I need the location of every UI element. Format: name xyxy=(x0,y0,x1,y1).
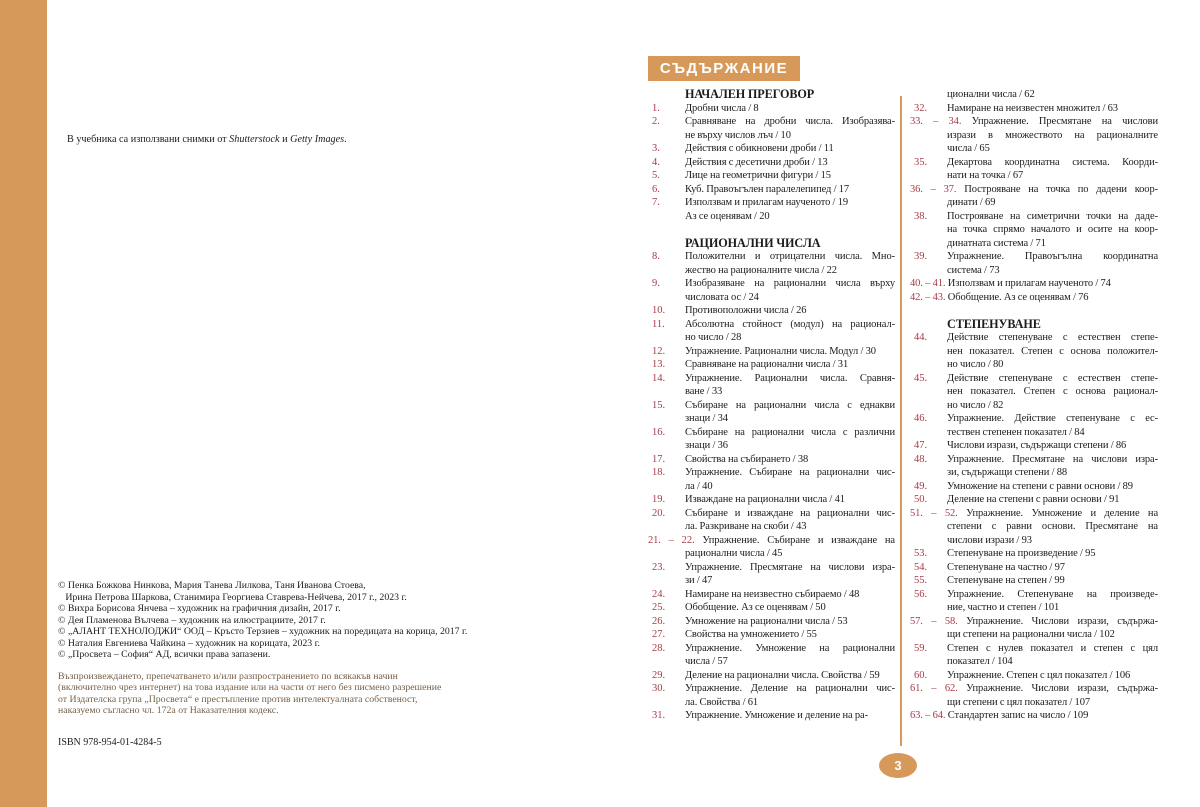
toc-entry-line: Деление на степени с равни основи / 91 xyxy=(947,494,1120,505)
toc-entry-line: числа / 65 xyxy=(947,143,990,154)
toc-entry-line: Намиране на неизвестно събираемо / 48 xyxy=(685,588,860,600)
toc-entry xyxy=(648,156,895,170)
toc-entry-number: 45. xyxy=(914,372,928,384)
toc-entry-text xyxy=(685,169,895,183)
toc-entry xyxy=(910,183,1158,210)
toc-entry xyxy=(910,277,1158,291)
toc-entry-line: нен показател. Степен с основа положител- xyxy=(947,345,1158,357)
toc-entry-line: Степен с нулев показател и степен с цял xyxy=(947,642,1158,654)
toc-entry xyxy=(648,534,895,561)
toc-entry-line: Упражнение. Правоъгълна координатна xyxy=(947,251,1158,262)
toc-entry xyxy=(648,345,895,359)
toc-entry-number: 47. xyxy=(914,440,928,451)
toc-entry xyxy=(910,507,1158,548)
toc-entry-text xyxy=(685,358,895,372)
toc-entry xyxy=(910,547,1158,561)
toc-entry-line: но число / 80 xyxy=(947,359,1004,370)
toc-entry-number: 33. – 34. xyxy=(910,116,972,127)
toc-entry-number: 9. xyxy=(652,278,660,289)
toc-entry-line: Упражнение. Пресмятане на числови изра- xyxy=(685,561,895,573)
toc-entry xyxy=(648,318,895,345)
toc-entry-line: 61. – 62. Упражнение. Числови изрази, съдържа- xyxy=(910,683,1158,694)
toc-entry-line: но число / 82 xyxy=(947,399,1004,411)
toc-entry-number: 2. xyxy=(652,116,660,127)
toc-entry-line: рационални числа / 45 xyxy=(685,548,783,559)
toc-entry xyxy=(910,331,1158,372)
toc-entry-text xyxy=(685,142,895,156)
toc-entry-line: зи / 47 xyxy=(685,575,713,586)
toc-entry-text xyxy=(685,399,895,426)
toc-entry-line: динати / 69 xyxy=(947,197,996,208)
toc-entry-line: жество на рационалните числа / 22 xyxy=(685,264,837,276)
toc-entry-number: 48. xyxy=(914,453,928,465)
toc-entry-line: Изобразяване на рационални числа върху xyxy=(685,278,895,289)
toc-entry-number: 36. – 37. xyxy=(910,183,965,195)
toc-entry-line: Сравняване на дробни числа. Изобразява- xyxy=(685,116,895,127)
toc-entry-text xyxy=(685,642,895,669)
toc-entry-number: 50. xyxy=(914,494,928,505)
toc-entry xyxy=(648,426,895,453)
toc-entry-line: знаци / 34 xyxy=(685,413,728,424)
toc-entry-line: Упражнение. Деление на рационални чис- xyxy=(685,683,895,694)
toc-entry-line: Положителни и отрицателни числа. Мно- xyxy=(685,251,895,262)
toc-entry-number: 6. xyxy=(652,183,660,195)
toc-entry-line: 63. – 64. Стандартен запис на число / 109 xyxy=(910,710,1089,721)
toc-entry-line: Умножение на степени с равни основи / 89 xyxy=(947,480,1133,492)
toc-entry-line: зи, съдържащи степени / 88 xyxy=(947,467,1068,478)
toc-entry-line: Изваждане на рационални числа / 41 xyxy=(685,494,845,505)
toc-entry-number: 59. xyxy=(914,642,928,654)
toc-entry-line: 42. – 43. Обобщение. Аз се оценявам / 76 xyxy=(910,291,1089,303)
toc-entry-number: 61. – 62. xyxy=(910,683,967,694)
toc-section-heading xyxy=(648,88,895,102)
credit-text: В учебника са използвани снимки от xyxy=(67,134,230,145)
toc-entry-line: Упражнение. Умножение и деление на ра- xyxy=(685,710,868,721)
toc-entry xyxy=(648,628,895,642)
toc-entry xyxy=(648,682,895,709)
toc-entry-line: 36. – 37. Построяване на точка по дадени коор- xyxy=(910,183,1159,195)
toc-entry-text xyxy=(685,318,895,345)
toc-entry-line: 51. – 52. Упражнение. Умножение и деление на xyxy=(910,507,1158,519)
text-line: Възпроизвеждането, препечатването и/или разпространението по всякакъв начин xyxy=(58,671,398,682)
toc-entry-line: СТЕПЕНУВАНЕ xyxy=(947,316,1041,331)
toc-entry-text xyxy=(910,682,1158,709)
toc-entry-number: 19. xyxy=(652,494,666,505)
toc-entry xyxy=(648,642,895,669)
toc-entry-line: Декартова координатна система. Коорди- xyxy=(947,156,1158,168)
toc-entry-number: 57. – 58. xyxy=(910,615,967,627)
toc-entry-text xyxy=(947,480,1158,494)
toc-entry-line: Упражнение. Рационални числа. Модул / 30 xyxy=(685,345,876,357)
toc-entry-text xyxy=(910,709,1158,723)
toc-entry-text xyxy=(947,669,1158,683)
toc-entry-text xyxy=(947,331,1158,372)
toc-entry-text xyxy=(910,615,1158,642)
toc-entry-number: 14. xyxy=(652,372,666,384)
toc-entry xyxy=(648,358,895,372)
toc-entry xyxy=(910,250,1158,277)
toc-entry-text xyxy=(685,156,895,170)
page-number-badge: 3 xyxy=(879,753,917,778)
toc-entry-line: Упражнение. Степенуване на произведе- xyxy=(947,588,1158,600)
toc-entry-text xyxy=(685,426,895,453)
toc-entry xyxy=(648,250,895,277)
toc-entry-line: не върху числов лъч / 10 xyxy=(685,129,791,141)
toc-entry-text xyxy=(947,453,1158,480)
toc-entry-line: Събиране и изваждане на рационални чис- xyxy=(685,507,895,519)
toc-entry-line: ла / 40 xyxy=(685,480,713,492)
text-line: © Пенка Божкова Нинкова, Мария Танева Лилкова, Таня Иванова Стоева, xyxy=(58,580,366,591)
toc-entry xyxy=(648,210,895,224)
credit-source-shutterstock: Shutterstock xyxy=(229,134,280,145)
toc-entry xyxy=(648,142,895,156)
toc-entry-number: 38. xyxy=(914,210,928,222)
toc-entry xyxy=(910,480,1158,494)
toc-entry-text xyxy=(685,466,895,493)
toc-entry-text xyxy=(947,493,1158,507)
toc-entry xyxy=(648,466,895,493)
toc-entry-line: Противоположни числа / 26 xyxy=(685,305,807,316)
toc-entry-line: Обобщение. Аз се оценявам / 50 xyxy=(685,602,826,613)
toc-entry-text xyxy=(947,88,1158,102)
toc-entry-line: числовата ос / 24 xyxy=(685,291,759,303)
legal-warning-block xyxy=(58,671,441,717)
toc-entry-line: Упражнение. Степен с цял показател / 106 xyxy=(947,669,1131,681)
toc-entry-line: динатната система / 71 xyxy=(947,237,1046,249)
toc-entry-number: 35. xyxy=(914,156,928,168)
toc-entry xyxy=(910,669,1158,683)
toc-entry xyxy=(910,709,1158,723)
toc-entry xyxy=(648,277,895,304)
toc-entry-line: ла. Свойства / 61 xyxy=(685,696,759,708)
toc-entry-number: 7. xyxy=(652,197,660,208)
toc-entry-text xyxy=(685,115,895,142)
toc-entry xyxy=(648,601,895,615)
toc-entry-line: тествен степенен показател / 84 xyxy=(947,426,1085,438)
toc-entry-number: 23. xyxy=(652,561,666,573)
toc-entry-number: 30. xyxy=(652,683,666,694)
text-line: © Вихра Борисова Янчева – художник на графичния дизайн, 2017 г. xyxy=(58,603,341,614)
toc-entry-text xyxy=(685,277,895,304)
toc-entry xyxy=(910,115,1158,156)
toc-entry-line: Построяване на симетрични точки на даде- xyxy=(947,210,1158,222)
toc-entry-text xyxy=(947,102,1158,116)
toc-entry-text xyxy=(685,601,895,615)
toc-entry-number: 20. xyxy=(652,507,666,519)
toc-column-2 xyxy=(910,88,1158,723)
toc-entry-number: 18. xyxy=(652,467,666,478)
toc-entry xyxy=(910,574,1158,588)
toc-entry-text xyxy=(910,183,1159,210)
toc-entry-number: 46. xyxy=(914,413,928,424)
toc-entry-line: 57. – 58. Упражнение. Числови изрази, съдържа- xyxy=(910,615,1158,627)
toc-entry-text xyxy=(685,682,895,709)
toc-entry-line: ла. Разкриване на скоби / 43 xyxy=(685,521,807,532)
toc-entry-text xyxy=(685,615,895,629)
toc-entry xyxy=(648,615,895,629)
toc-entry-text xyxy=(947,574,1158,588)
toc-entry-text xyxy=(685,196,895,210)
toc-entry-line: Степенуване на степен / 99 xyxy=(947,575,1065,586)
copyright-block xyxy=(58,580,467,661)
toc-entry xyxy=(648,183,895,197)
toc-entry-line: щи степени с цял показател / 107 xyxy=(947,696,1090,708)
toc-entry-text xyxy=(685,628,895,642)
toc-entry-number: 31. xyxy=(652,710,666,721)
toc-entry-number: 27. xyxy=(652,629,666,640)
toc-entry-text xyxy=(685,102,895,116)
toc-entry-line: Степенуване на частно / 97 xyxy=(947,561,1065,573)
toc-entry-line: Степенуване на произведение / 95 xyxy=(947,548,1096,559)
toc-entry-number: 63. – 64. xyxy=(910,710,948,721)
toc-entry-number: 42. – 43. xyxy=(910,291,948,303)
toc-entry-text xyxy=(685,183,895,197)
toc-entry-text xyxy=(947,547,1158,561)
toc-entry-text xyxy=(910,115,1158,156)
toc-entry xyxy=(910,291,1158,305)
toc-entry xyxy=(648,115,895,142)
toc-entry-line: Лице на геометрични фигури / 15 xyxy=(685,170,831,181)
toc-header: СЪДЪРЖАНИЕ xyxy=(648,56,800,81)
toc-entry xyxy=(648,588,895,602)
toc-entry-text xyxy=(910,277,1158,291)
toc-entry-number: 25. xyxy=(652,602,666,613)
toc-entry-text xyxy=(685,372,895,399)
toc-entry-line: ние, частно и степен / 101 xyxy=(947,602,1060,613)
toc-entry-line: Упражнение. Действие степенуване с ес- xyxy=(947,413,1158,424)
text-line: Ирина Петрова Шаркова, Станимира Георгиева Ставрева-Нейчева, 2017 г., 2023 г. xyxy=(58,591,407,603)
toc-entry-number: 15. xyxy=(652,399,666,411)
credit-conjunction: и xyxy=(279,134,291,145)
text-line: © Наталия Евгениева Чайкина – художник на корицата, 2023 г. xyxy=(58,637,320,649)
toc-entry-line: Дробни числа / 8 xyxy=(685,102,759,114)
toc-entry-text xyxy=(685,88,895,102)
toc-entry xyxy=(648,507,895,534)
toc-entry-line: щи степени на рационални числа / 102 xyxy=(947,629,1115,640)
toc-entry-line: Действие степенуване с естествен степе- xyxy=(947,372,1158,384)
toc-entry-text xyxy=(910,507,1158,548)
toc-entry-line: 21. – 22. Упражнение. Събиране и изваждане на xyxy=(648,534,895,546)
toc-entry-text xyxy=(685,250,895,277)
toc-entry-number: 16. xyxy=(652,426,666,438)
toc-entry-number: 56. xyxy=(914,588,928,600)
toc-entry xyxy=(648,304,895,318)
toc-entry-line: Свойства на събирането / 38 xyxy=(685,453,809,465)
toc-entry-line: Намиране на неизвестен множител / 63 xyxy=(947,102,1118,114)
toc-entry xyxy=(910,439,1158,453)
toc-entry-text xyxy=(648,534,895,561)
toc-entry-line: Действие степенуване с естествен степе- xyxy=(947,332,1158,343)
toc-entry-number: 49. xyxy=(914,480,928,492)
text-line: © „Просвета – София“ АД, всички права запазени. xyxy=(58,649,271,660)
toc-entry-line: Събиране на рационални числа с еднакви xyxy=(685,399,895,411)
toc-entry-line: но число / 28 xyxy=(685,332,742,343)
toc-entry-number: 29. xyxy=(652,669,666,681)
toc-entry-number: 11. xyxy=(652,318,665,330)
toc-entry-line: 33. – 34. Упражнение. Пресмятане на числови xyxy=(910,116,1158,127)
toc-entry-number: 44. xyxy=(914,332,928,343)
toc-entry-line: Действия с десетични дроби / 13 xyxy=(685,156,828,168)
toc-entry xyxy=(648,372,895,399)
toc-entry-text xyxy=(947,588,1158,615)
toc-entry-number: 13. xyxy=(652,359,666,370)
left-page xyxy=(47,0,600,807)
toc-entry-text xyxy=(947,156,1158,183)
toc-entry-text xyxy=(685,345,895,359)
toc-entry xyxy=(910,88,1158,102)
toc-entry-line: Използвам и прилагам наученото / 19 xyxy=(685,197,849,208)
toc-entry xyxy=(910,615,1158,642)
toc-entry-text xyxy=(947,318,1158,332)
toc-entry-text xyxy=(685,507,895,534)
toc-entry-number: 4. xyxy=(652,156,660,168)
toc-entry-line: Упражнение. Рационални числа. Сравня- xyxy=(685,372,895,384)
toc-entry xyxy=(648,102,895,116)
toc-entry xyxy=(910,453,1158,480)
toc-entry xyxy=(648,196,895,210)
toc-entry-line: Сравняване на рационални числа / 31 xyxy=(685,359,849,370)
toc-entry xyxy=(910,588,1158,615)
toc-entry-text xyxy=(947,210,1158,251)
toc-entry xyxy=(648,399,895,426)
toc-entry-number: 21. – 22. xyxy=(648,534,703,546)
toc-entry-line: Свойства на умножението / 55 xyxy=(685,629,817,640)
toc-entry-line: числови изрази / 93 xyxy=(947,534,1032,546)
toc-entry-number: 54. xyxy=(914,561,928,573)
toc-entry xyxy=(648,709,895,723)
toc-entry-text xyxy=(947,439,1158,453)
toc-entry-text xyxy=(947,372,1158,413)
text-line: (включително чрез интернет) на това издание или на части от него без писмено разрешение xyxy=(58,682,442,694)
toc-entry xyxy=(910,493,1158,507)
toc-entry-text xyxy=(685,453,895,467)
toc-entry-text xyxy=(947,250,1158,277)
toc-entry-line: Упражнение. Пресмятане на числови изра- xyxy=(947,453,1158,465)
toc-entry xyxy=(910,642,1158,669)
toc-entry-line: 40. – 41. Използвам и прилагам наученото / 74 xyxy=(910,278,1111,289)
toc-entry-text xyxy=(685,237,895,251)
toc-entry-number: 60. xyxy=(914,669,928,681)
toc-entry-text xyxy=(685,561,895,588)
toc-entry-line: Числови изрази, съдържащи степени / 86 xyxy=(947,440,1127,451)
toc-entry-number: 40. – 41. xyxy=(910,278,948,289)
left-accent-band xyxy=(0,0,47,807)
toc-entry-line: на точка спрямо началото и осите на коор- xyxy=(947,224,1158,235)
isbn-number: ISBN 978-954-01-4284-5 xyxy=(58,737,162,748)
toc-entry xyxy=(648,493,895,507)
toc-entry xyxy=(910,561,1158,575)
toc-entry-number: 3. xyxy=(652,143,660,154)
credit-period: . xyxy=(344,134,347,145)
toc-entry-text xyxy=(947,412,1158,439)
toc-entry xyxy=(910,412,1158,439)
toc-entry xyxy=(910,210,1158,251)
toc-entry-line: Абсолютна стойност (модул) на рационал- xyxy=(685,318,895,330)
text-line: © „АЛАНТ ТЕХНОЛОДЖИ“ ООД – Кръсто Терзиев – художник на поредицата на корица, 2017 г. xyxy=(58,626,468,637)
toc-entry-line: ционални числа / 62 xyxy=(947,89,1035,100)
toc-entry-number: 1. xyxy=(652,102,660,114)
toc-entry xyxy=(648,669,895,683)
toc-entry-number: 39. xyxy=(914,251,928,262)
toc-entry-text xyxy=(910,291,1158,305)
toc-entry-line: Деление на рационални числа. Свойства / 59 xyxy=(685,669,880,681)
toc-entry-number: 8. xyxy=(652,251,660,262)
toc-section-heading xyxy=(648,237,895,251)
toc-entry-line: система / 73 xyxy=(947,264,1000,276)
photo-credit-line xyxy=(67,134,347,145)
toc-entry xyxy=(648,169,895,183)
toc-entry-number: 24. xyxy=(652,588,666,600)
toc-entry-line: знаци / 36 xyxy=(685,440,728,451)
toc-entry-line: Куб. Правоъгълен паралелепипед / 17 xyxy=(685,183,850,195)
toc-entry xyxy=(648,453,895,467)
toc-entry-line: степени с равни основи. Пресмятане на xyxy=(947,521,1158,532)
toc-entry-line: РАЦИОНАЛНИ ЧИСЛА xyxy=(685,235,821,250)
toc-entry xyxy=(910,372,1158,413)
toc-entry-number: 28. xyxy=(652,642,666,654)
toc-entry-text xyxy=(947,561,1158,575)
toc-entry-line: нати на точка / 67 xyxy=(947,170,1024,181)
toc-column-1 xyxy=(648,88,895,723)
toc-entry-text xyxy=(685,210,895,224)
toc-entry-number: 12. xyxy=(652,345,666,357)
toc-entry-line: нен показател. Степен с основа рационал- xyxy=(947,386,1158,397)
toc-entry-line: Аз се оценявам / 20 xyxy=(685,210,770,222)
text-line: наказуемо съгласно чл. 172а от Наказателния кодекс. xyxy=(58,705,279,717)
toc-entry-line: НАЧАЛЕН ПРЕГОВОР xyxy=(685,87,815,101)
toc-entry-line: Упражнение. Събиране на рационални чис- xyxy=(685,467,895,478)
text-line: от Издателска група „Просвета“ е престъпление против интелектуалната собственост, xyxy=(58,693,418,705)
toc-entry-number: 55. xyxy=(914,575,928,586)
toc-entry xyxy=(910,102,1158,116)
column-divider xyxy=(900,96,902,746)
toc-entry-number: 32. xyxy=(914,102,928,114)
toc-entry-number: 17. xyxy=(652,453,666,465)
toc-entry-line: изрази в множеството на рационалните xyxy=(947,129,1158,141)
toc-entry-number: 5. xyxy=(652,170,660,181)
toc-entry-line: показател / 104 xyxy=(947,656,1013,667)
toc-entry-line: Умножение на рационални числа / 53 xyxy=(685,615,848,627)
toc-entry-text xyxy=(685,588,895,602)
toc-entry-line: Действия с обикновени дроби / 11 xyxy=(685,143,834,154)
toc-entry-text xyxy=(947,642,1158,669)
toc-entry-line: Събиране на рационални числа с различни xyxy=(685,426,895,438)
toc-entry-text xyxy=(685,669,895,683)
toc-entry-number: 51. – 52. xyxy=(910,507,967,519)
credit-source-getty: Getty Images xyxy=(290,134,345,145)
toc-entry xyxy=(648,561,895,588)
toc-entry xyxy=(910,156,1158,183)
toc-entry-text xyxy=(685,304,895,318)
toc-entry xyxy=(910,682,1158,709)
toc-entry-number: 26. xyxy=(652,615,666,627)
text-line: © Дея Пламенова Вълчева – художник на илюстрациите, 2017 г. xyxy=(58,614,326,626)
toc-section-heading xyxy=(910,318,1158,332)
toc-entry-number: 53. xyxy=(914,548,928,559)
toc-entry-text xyxy=(685,493,895,507)
toc-entry-line: Упражнение. Умножение на рационални xyxy=(685,642,895,654)
toc-entry-text xyxy=(685,709,895,723)
toc-entry-number: 10. xyxy=(652,305,666,316)
toc-entry-line: числа / 57 xyxy=(685,656,728,667)
toc-entry-line: ване / 33 xyxy=(685,386,723,397)
right-page-contents xyxy=(648,0,1200,807)
